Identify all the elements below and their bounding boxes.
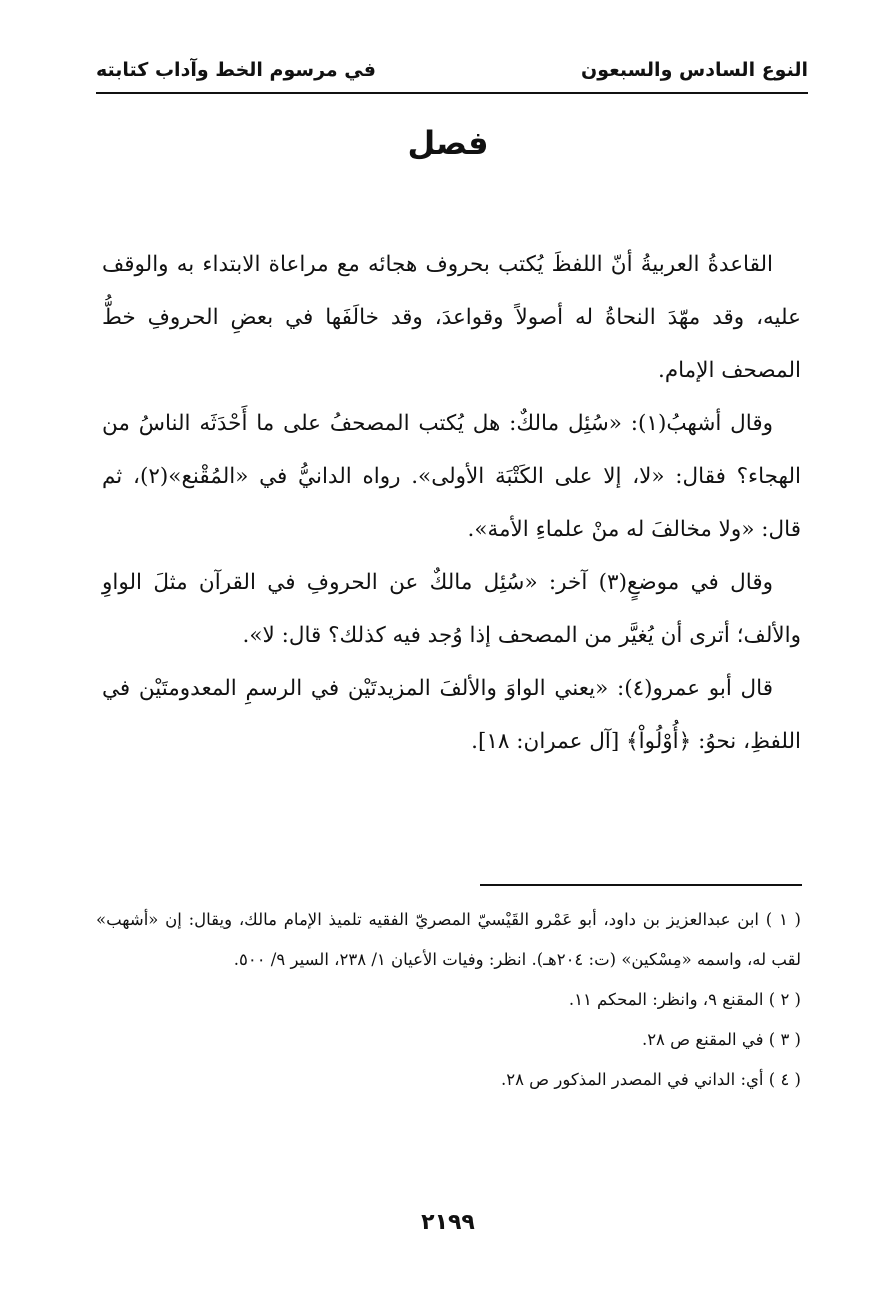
paragraph: وقال أشهبُ(١): «سُئِل مالكٌ: هل يُكتب المصحفُ على ما أَحْدَثَه الناسُ من الهجاء؟ فقال: «لا، إلا على الكَتْبَة الأولى». رواه الدانيُّ في «المُقْنع»(٢)، ثم قال: «ولا مخالفَ له منْ علماءِ الأمة».: [102, 411, 801, 542]
paragraph: القاعدةُ العربيةُ أنّ اللفظَ يُكتب بحروف هجائه مع مراعاة الابتداء به والوقف عليه، وقد مهّدَ النحاةُ له أصولاً وقواعدَ، وقد خالَفَها في بعضِ الحروفِ خطُّ المصحف الإمام.: [102, 252, 801, 383]
footnotes: [96, 900, 801, 1100]
header-section-title: في مرسوم الخط وآداب كتابته: [96, 59, 376, 81]
paragraph: قال أبو عمرو(٤): «يعني الواوَ والألفَ المزيدتَيْن في الرسمِ المعدومتَيْن في اللفظِ، نحوُ: ﴿أُوْلُواْ﴾ [آل عمران: ١٨].: [102, 676, 801, 754]
header-rule: [96, 92, 808, 94]
running-header: [96, 52, 808, 88]
footnote: ( ٤ ) أي: الداني في المصدر المذكور ص ٢٨.: [500, 1070, 801, 1089]
main-text: [102, 238, 801, 768]
footnote: ( ١ ) ابن عبدالعزيز بن داود، أبو عَمْرو القَيْسيّ المصريّ الفقيه تلميذ الإمام مالك، ويقال: إن «أشهب» لقب له، واسمه «مِسْكين» (ت: ٢٠٤هـ). انظر: وفيات الأعيان ١/ ٢٣٨، السير ٩/ ٥٠٠.: [96, 910, 801, 969]
footnote: ( ٢ ) المقنع ٩، وانظر: المحكم ١١.: [568, 990, 801, 1009]
page-number: ٢١٩٩: [421, 1210, 475, 1235]
footnote: ( ٣ ) في المقنع ص ٢٨.: [641, 1030, 801, 1049]
header-chapter-title: النوع السادس والسبعون: [580, 59, 808, 81]
paragraph: وقال في موضعٍ(٣) آخر: «سُئِل مالكٌ عن الحروفِ في القرآن مثلَ الواوِ والألف؛ أترى أن يُغيَّر من المصحف إذا وُجد فيه كذلك؟ قال: لا».: [102, 570, 801, 648]
section-title: فصل: [407, 124, 489, 162]
footnote-rule: [480, 884, 802, 886]
